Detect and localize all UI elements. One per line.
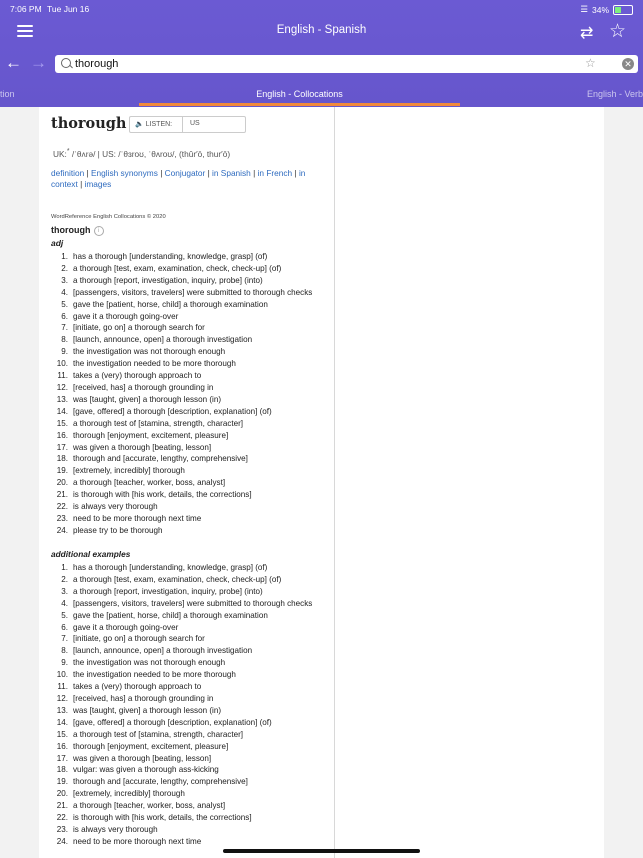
dictionary-tabs xyxy=(0,87,643,107)
link-in-french[interactable]: in French xyxy=(257,168,293,178)
list-item: 24. please try to be thorough xyxy=(56,525,163,535)
collocation-list xyxy=(51,251,321,537)
list-item: 15. a thorough test of [stamina, strength, character] xyxy=(56,418,244,428)
status-bar xyxy=(10,4,633,18)
active-tab-indicator xyxy=(139,103,460,106)
list-item: 19. thorough and [accurate, lengthy, comprehensive] xyxy=(56,777,248,787)
list-item: 10. the investigation needed to be more thorough xyxy=(56,670,236,680)
wifi-icon: ☰ xyxy=(580,4,588,14)
list-item: 13. was [taught, given] a thorough lesson (in) xyxy=(56,705,222,715)
entry-pane[interactable] xyxy=(39,107,334,858)
list-item: 11. takes a (very) thorough approach to xyxy=(57,682,202,692)
search-row xyxy=(0,55,643,75)
list-item: 9. the investigation was not thorough enough xyxy=(61,347,226,357)
search-icon xyxy=(61,58,71,68)
list-item: 1. has a thorough [understanding, knowledge, grasp] (of) xyxy=(61,563,268,572)
list-item: 23. is always very thorough xyxy=(56,824,158,834)
list-item: 9. the investigation was not thorough enough xyxy=(61,658,226,668)
tab-previous[interactable]: tion xyxy=(0,89,15,99)
search-input[interactable] xyxy=(75,56,555,72)
status-date: Tue Jun 16 xyxy=(47,4,90,14)
listen-button[interactable]: 🔈 LISTEN: xyxy=(135,121,173,128)
list-item: 15. a thorough test of [stamina, strength, character] xyxy=(56,729,244,739)
list-item: 16. thorough [enjoyment, excitement, pleasure] xyxy=(56,430,229,440)
info-icon[interactable]: i xyxy=(94,226,104,236)
link-images[interactable]: images xyxy=(84,178,112,189)
search-box[interactable] xyxy=(55,55,638,73)
list-item: 13. was [taught, given] a thorough lesson (in) xyxy=(56,394,222,404)
link-in-spanish[interactable]: in Spanish xyxy=(212,168,251,178)
pronunciation: UK:* /ˈθʌrə/ | US: /ˈθɜroʊ, ˈθʌroʊ/, (thûr′ō, thur′ō) xyxy=(53,148,231,159)
battery-percent: 34% xyxy=(591,4,609,15)
pane-divider xyxy=(334,107,335,858)
part-of-speech: adj xyxy=(51,238,64,248)
entry-links: definition | English synonyms | Conjugator | in Spanish | in French | in context | images xyxy=(51,168,306,189)
list-item: 22. is thorough with [his work, details, the corrections] xyxy=(56,813,252,823)
home-indicator[interactable] xyxy=(223,849,420,853)
page-title[interactable]: English - Spanish xyxy=(276,24,367,36)
list-item: 18. vulgar: was given a thorough ass-kicking xyxy=(56,765,219,775)
tab-english-verb[interactable]: English - Verb xyxy=(586,89,643,99)
listen-control[interactable] xyxy=(129,116,246,133)
clear-search-icon[interactable]: ✕ xyxy=(622,58,634,70)
content-area xyxy=(39,107,604,858)
list-item: 6. gave it a thorough going-over xyxy=(61,622,179,632)
back-arrow-icon[interactable]: ← xyxy=(5,53,22,72)
list-item: 18. thorough and [accurate, lengthy, comprehensive] xyxy=(56,454,248,464)
accent-select[interactable]: US xyxy=(190,120,200,127)
list-item: 10. the investigation needed to be more thorough xyxy=(56,359,236,369)
list-item: 7. [initiate, go on] a thorough search for xyxy=(61,634,205,644)
list-item: 6. gave it a thorough going-over xyxy=(61,311,179,321)
pron-us: /ˈθɜroʊ, ˈθʌroʊ/, (thûr′ō, thur′ō) xyxy=(118,148,231,159)
add-favorite-star-icon[interactable]: ☆ xyxy=(585,56,596,70)
link-definition[interactable]: definition xyxy=(51,168,85,178)
list-item: 12. [received, has] a thorough grounding in xyxy=(56,693,214,703)
list-item: 2. a thorough [test, exam, examination, check, check-up] (of) xyxy=(61,574,282,584)
list-item: 17. was given a thorough [beating, lesson] xyxy=(56,442,212,452)
list-item: 1. has a thorough [understanding, knowledge, grasp] (of) xyxy=(61,252,268,261)
list-item: 20. a thorough [teacher, worker, boss, analyst] xyxy=(56,478,226,488)
pron-uk: /ˈθʌrə/ xyxy=(71,148,96,159)
link-in-context[interactable]: in context xyxy=(51,168,306,189)
status-time: 7:06 PM xyxy=(10,4,42,14)
nav-bar xyxy=(0,18,643,46)
list-item: 23. need to be more thorough next time xyxy=(56,513,202,523)
list-item: 4. [passengers, visitors, travelers] were submitted to thorough checks xyxy=(61,598,313,608)
speaker-icon: 🔈 xyxy=(135,121,144,128)
favorites-star-icon[interactable]: ☆ xyxy=(609,21,627,42)
entry-title: thorough i xyxy=(51,225,104,236)
swap-languages-icon[interactable]: ⇄ xyxy=(580,25,594,42)
top-bar xyxy=(0,0,643,107)
headword: thorough xyxy=(51,115,127,132)
status-right xyxy=(580,4,633,15)
list-item: 11. takes a (very) thorough approach to xyxy=(57,371,202,381)
pron-uk-label: UK: xyxy=(53,148,67,159)
battery-icon xyxy=(613,5,633,15)
forward-arrow-icon[interactable]: → xyxy=(30,53,47,72)
list-item: 24. need to be more thorough next time xyxy=(56,836,202,846)
list-item: 5. gave the [patient, horse, child] a thorough examination xyxy=(61,299,268,309)
list-item: 2. a thorough [test, exam, examination, check, check-up] (of) xyxy=(61,263,282,273)
list-item: 17. was given a thorough [beating, lesson] xyxy=(56,753,212,763)
list-item: 19. [extremely, incredibly] thorough xyxy=(56,466,185,476)
link-english-synonyms[interactable]: English synonyms xyxy=(91,168,158,178)
list-item: 8. [launch, announce, open] a thorough investigation xyxy=(61,646,253,656)
list-item: 14. [gave, offered] a thorough [description, explanation] (of) xyxy=(56,406,272,416)
list-item: 5. gave the [patient, horse, child] a thorough examination xyxy=(61,610,268,620)
copyright: WordReference English Collocations © 2020 xyxy=(51,214,166,220)
list-item: 7. [initiate, go on] a thorough search for xyxy=(61,323,205,333)
pron-us-label: US: xyxy=(102,148,116,159)
list-item: 22. is always very thorough xyxy=(56,502,158,512)
list-item: 14. [gave, offered] a thorough [description, explanation] (of) xyxy=(56,717,272,727)
list-item: 20. [extremely, incredibly] thorough xyxy=(56,789,185,799)
list-item: 16. thorough [enjoyment, excitement, pleasure] xyxy=(56,741,229,751)
list-item: 3. a thorough [report, investigation, inquiry, probe] (into) xyxy=(61,275,263,285)
additional-examples-list xyxy=(51,562,321,848)
list-item: 4. [passengers, visitors, travelers] were submitted to thorough checks xyxy=(61,287,313,297)
link-conjugator[interactable]: Conjugator xyxy=(164,168,206,178)
list-item: 12. [received, has] a thorough grounding in xyxy=(56,382,214,392)
list-item: 3. a thorough [report, investigation, inquiry, probe] (into) xyxy=(61,586,263,596)
list-item: 21. a thorough [teacher, worker, boss, analyst] xyxy=(56,801,226,811)
list-item: 8. [launch, announce, open] a thorough investigation xyxy=(61,335,253,345)
tab-english-collocations[interactable]: English - Collocations xyxy=(256,89,343,99)
additional-examples-heading: additional examples xyxy=(51,549,131,559)
list-item: 21. is thorough with [his work, details, the corrections] xyxy=(56,490,252,500)
